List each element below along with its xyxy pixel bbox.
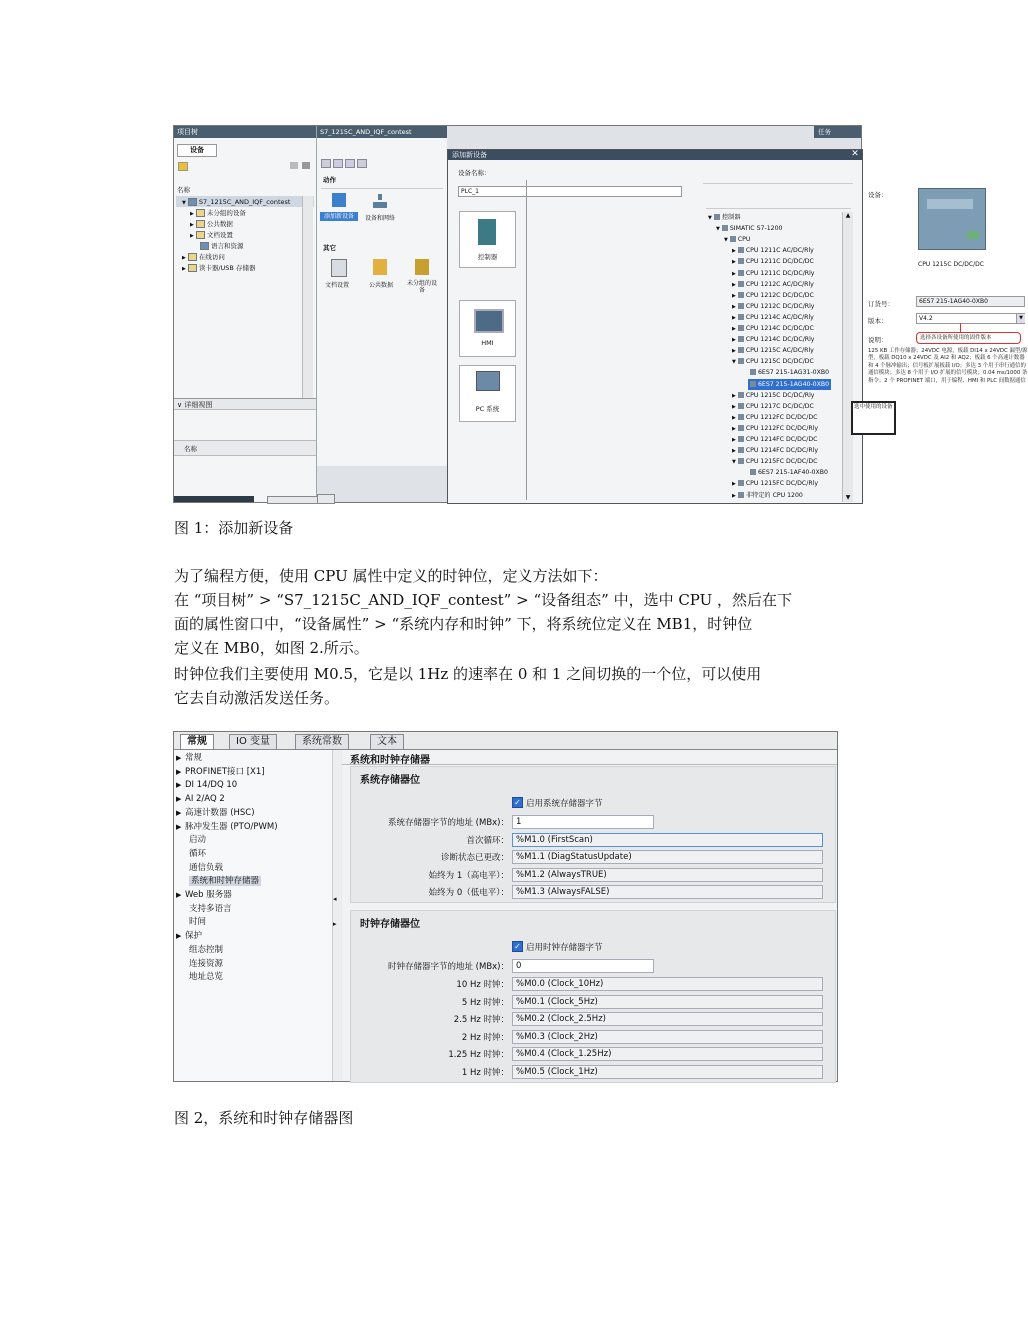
expand-arrow-icon[interactable]: ▶ (176, 795, 182, 804)
common-data-icon[interactable] (373, 259, 387, 275)
cpu-icon (738, 347, 744, 353)
nav-item[interactable] (176, 944, 223, 957)
catalog-item[interactable] (732, 478, 818, 489)
catalog-item[interactable] (732, 334, 814, 345)
catalog-item[interactable] (732, 412, 817, 423)
version-select[interactable]: V4.2 (916, 313, 1025, 324)
catalog-item[interactable] (732, 312, 814, 323)
field-label: 始终为 0（低电平）： (428, 887, 509, 898)
tree-item[interactable] (182, 263, 255, 273)
toolbar-icon[interactable] (345, 159, 355, 168)
field-value: %M1.0 (FirstScan) (512, 833, 823, 847)
catalog-item[interactable] (732, 268, 814, 279)
chevron-down-icon: ∨ (177, 401, 183, 409)
sort-icon[interactable] (302, 162, 310, 169)
add-device-dialog (447, 149, 1028, 504)
expand-arrow-icon[interactable]: ▶ (176, 781, 182, 790)
paragraph-1: 为了编程方便，使用 CPU 属性中定义的时钟位，定义方法如下： (174, 567, 608, 585)
catalog-item-label: CPU 1215C DC/DC/DC (745, 358, 814, 366)
project-view-center (317, 126, 447, 502)
expand-arrow-icon[interactable]: ▶ (732, 492, 736, 499)
catalog-item-label: CPU 1212FC DC/DC/DC (745, 413, 818, 421)
tree-item[interactable] (190, 230, 233, 240)
expand-arrow-icon[interactable]: ▶ (190, 233, 194, 239)
close-icon[interactable]: ✕ (851, 149, 859, 159)
field-label: 10 Hz 时钟： (456, 980, 509, 990)
figure2-caption: 图 2，系统和时钟存储器图 (174, 1109, 354, 1127)
cpu-icon (738, 392, 744, 398)
device-name-input[interactable]: PLC_1 (458, 186, 682, 197)
nav-item[interactable] (176, 971, 223, 984)
nav-item-label: 常规 (185, 753, 203, 763)
field-label: 始终为 1（高电平）： (428, 870, 509, 881)
expand-arrow-icon[interactable]: ▶ (732, 281, 736, 288)
nav-item-label: 地址总览 (189, 972, 224, 983)
field-value: %M0.0 (Clock_10Hz) (512, 977, 823, 991)
cpu-icon (750, 381, 756, 387)
field-label: 1.25 Hz 时钟： (448, 1050, 509, 1060)
nav-item-label: 系统和时钟存储器 (191, 876, 260, 887)
new-folder-icon[interactable] (178, 162, 188, 171)
catalog-item[interactable] (732, 390, 814, 401)
catalog-item-label: CPU 1212FC DC/DC/Rly (745, 424, 819, 432)
add-device-label[interactable]: 添加新设备 (320, 212, 358, 221)
expand-arrow-icon[interactable]: ▶ (732, 314, 736, 321)
field-value: %M1.3 (AlwaysFALSE) (512, 885, 823, 899)
add-device-screenshot (173, 125, 1028, 503)
cpu-icon (738, 247, 744, 253)
nav-scrollbar[interactable] (332, 750, 341, 1081)
expand-arrow-icon[interactable]: ▶ (176, 754, 182, 762)
expand-arrow-icon[interactable]: ▶ (732, 292, 736, 299)
project-tree-title: 项目树 (174, 126, 316, 138)
expand-arrow-icon[interactable]: ▶ (732, 326, 736, 332)
catalog-item-label: CPU 1214C DC/DC/Rly (745, 336, 815, 344)
field-label: 首次循环： (466, 836, 509, 846)
expand-arrow-icon[interactable]: ▶ (732, 414, 736, 421)
expand-arrow-icon[interactable]: ▶ (732, 259, 736, 266)
catalog-item[interactable] (732, 345, 814, 356)
catalog-item-label: CPU 1212C DC/DC/Rly (745, 302, 815, 310)
catalog-item[interactable] (732, 256, 814, 267)
nav-item-label: 启动 (189, 835, 207, 846)
expand-arrow-icon[interactable]: ▶ (732, 270, 736, 277)
nav-item-label: 支持多语言 (189, 903, 232, 914)
expand-arrow-icon[interactable]: ▼ (182, 200, 186, 206)
tree-item-label: 读卡器/USB 存储器 (198, 264, 256, 272)
tree-item[interactable] (198, 241, 244, 251)
nav-item[interactable] (176, 930, 202, 943)
nav-item-label: 通信负载 (189, 862, 224, 873)
network-icon[interactable] (373, 194, 387, 208)
tree-item-label: 文档设置 (206, 231, 233, 239)
catalog-item-label: CPU 1217C DC/DC/DC (745, 402, 814, 410)
catalog-item[interactable] (732, 434, 817, 445)
tree-item-label: S7_1215C_AND_IQF_contest (198, 198, 291, 206)
system-memory-enable-label: 启用系统存储器字节 (526, 799, 603, 809)
catalog-item-label: CPU 1215FC DC/DC/DC (745, 458, 818, 466)
expand-arrow-icon[interactable]: ▶ (190, 211, 194, 217)
folder-icon (714, 214, 720, 220)
field-value: %M0.1 (Clock_5Hz) (512, 995, 823, 1009)
nav-item[interactable] (176, 834, 206, 847)
nav-item-label: AI 2/AQ 2 (185, 794, 225, 805)
expand-arrow-icon[interactable]: ▶ (732, 248, 736, 255)
cpu-icon (738, 258, 744, 264)
system-memory-address-label: 系统存储器字节的地址 (MBx)： (387, 818, 509, 828)
tree-item[interactable] (182, 252, 225, 262)
catalog-item[interactable] (732, 356, 814, 367)
cpu-icon (738, 414, 744, 420)
ungrouped-label[interactable]: 未分组的设备 (407, 280, 438, 294)
details-view-title: 详细视图 (184, 401, 213, 409)
expand-arrow-icon[interactable]: ▶ (176, 891, 182, 899)
tasks-tab[interactable]: 任务 (814, 126, 861, 138)
nav-item[interactable] (176, 779, 237, 792)
field-label: 2.5 Hz 时钟： (453, 1015, 509, 1025)
folder-icon (196, 209, 205, 217)
tab-io-tags[interactable]: IO 变量 (229, 734, 277, 749)
folder-icon (196, 231, 205, 239)
tab-system-constants[interactable]: 系统常数 (295, 734, 349, 749)
catalog-item-label: CPU 1214FC DC/DC/DC (745, 436, 818, 443)
project-tree-panel (174, 126, 317, 502)
expand-arrow-icon[interactable]: ▶ (182, 266, 186, 272)
catalog-item[interactable] (732, 423, 818, 434)
cpu-icon (750, 369, 756, 375)
field-value: %M1.2 (AlwaysTRUE) (512, 868, 823, 882)
catalog-item[interactable] (732, 323, 814, 334)
nav-item[interactable] (176, 807, 255, 820)
cpu-icon (738, 281, 744, 287)
cpu-icon (738, 270, 744, 276)
toolbar-icon[interactable] (321, 159, 331, 168)
clock-memory-header: 时钟存储器位 (360, 919, 420, 930)
catalog-item-label: CPU 1212C DC/DC/DC (745, 291, 814, 299)
paragraph-3-line-2: 它去自动激活发送任务。 (174, 689, 340, 707)
paragraph-2-line-3: 定义在 MB0，如图 2.所示。 (174, 639, 369, 657)
expand-arrow-icon[interactable]: ▶ (732, 337, 736, 344)
expand-arrow-icon[interactable]: ▶ (182, 255, 186, 261)
catalog-item-label: CPU 1214FC DC/DC/Rly (745, 447, 819, 455)
catalog-item-label: CPU 1214C AC/DC/Rly (745, 313, 814, 321)
device-name-label: 设备名称： (458, 169, 491, 177)
catalog-scrollbar[interactable] (842, 212, 853, 502)
catalog-item[interactable] (732, 490, 803, 501)
collapse-arrow-icon[interactable]: ▼ (708, 215, 712, 221)
details-view-header[interactable] (174, 398, 316, 410)
catalog-item[interactable] (724, 234, 750, 245)
controller-button-label: 控制器 (477, 253, 498, 261)
nav-item-label: 循环 (189, 848, 207, 859)
tree-item-label: 在线访问 (198, 253, 225, 261)
nav-item[interactable] (176, 752, 202, 765)
nav-item-label: 组态控制 (189, 944, 224, 955)
page-title: 系统和时钟存储器 (350, 755, 430, 766)
folder-icon (722, 225, 728, 231)
collapse-arrow-icon[interactable]: ▼ (724, 237, 728, 244)
expand-arrow-icon[interactable]: ▶ (176, 932, 182, 941)
expand-arrow-icon[interactable]: ▶ (732, 425, 736, 432)
pc-system-button[interactable] (459, 365, 516, 422)
tab-general[interactable]: 常规 (180, 734, 214, 749)
grid-view-icon[interactable] (290, 162, 298, 169)
expand-arrow-icon[interactable]: ▶ (732, 448, 736, 455)
paragraph-2-line-2: 面的属性窗口中，“设备属性” > “系统内存和时钟” 下，将系统位定义在 MB1，时钟位 (174, 615, 753, 633)
nav-item[interactable] (176, 766, 265, 779)
doc-settings-label[interactable]: 文档设置 (325, 282, 350, 289)
nav-item-label: Web 服务器 (185, 890, 232, 900)
cpu-icon (738, 336, 744, 342)
tree-scrollbar[interactable] (302, 196, 313, 398)
catalog-item[interactable] (732, 401, 814, 412)
system-clock-memory-screenshot (173, 731, 838, 1082)
field-label: 2 Hz 时钟： (461, 1032, 509, 1043)
catalog-item-label: CPU 1214C DC/DC/DC (745, 325, 814, 332)
add-device-action[interactable] (326, 191, 352, 213)
tab-devices[interactable]: 设备 (177, 144, 217, 157)
cpu-icon (738, 436, 744, 442)
nav-item-label: 时间 (189, 917, 207, 928)
catalog-item[interactable] (732, 456, 817, 467)
pc-icon (476, 371, 500, 391)
property-nav (174, 750, 341, 1081)
cpu-icon (738, 458, 744, 464)
cpu-icon (738, 325, 744, 331)
catalog-item-label: CPU (737, 236, 751, 244)
clock-memory-enable-label: 启用时钟存储器字节 (526, 943, 603, 953)
catalog-item-label: CPU 1215C DC/DC/Rly (745, 391, 815, 399)
collapse-arrow-icon[interactable]: ▼ (716, 226, 720, 233)
scroll-up-icon[interactable]: ▲ (845, 212, 851, 219)
tree-item-label: 语言和资源 (211, 242, 244, 250)
field-label: 1 Hz 时钟： (461, 1067, 509, 1078)
dialog-title: 添加新设备 (448, 150, 862, 160)
system-memory-address-input[interactable]: 1 (512, 815, 654, 829)
scroll-handle-icon[interactable]: ◂ (333, 895, 337, 903)
toolbar-icon[interactable] (333, 159, 343, 168)
nav-item[interactable] (176, 889, 232, 902)
field-label: 5 Hz 时钟： (461, 997, 509, 1008)
nav-item[interactable] (176, 875, 261, 888)
collapse-arrow-icon[interactable]: ▼ (732, 359, 736, 366)
ungrouped-devices-icon[interactable] (415, 259, 429, 275)
catalog-item-label: 6ES7 215-1AG40-0XB0 (758, 380, 830, 388)
catalog-item-label: CPU 1215C AC/DC/Rly (745, 347, 814, 355)
cpu-icon (738, 480, 744, 486)
catalog-item-label: CPU 1211C AC/DC/Rly (745, 247, 814, 255)
nav-item[interactable] (176, 958, 223, 971)
nav-item-label: 高速计数器 (HSC) (185, 807, 255, 818)
field-value: %M1.1 (DiagStatusUpdate) (512, 850, 823, 864)
device-description: 125 KB 工作存储器；24VDC 电源，板载 DI14 x 24VDC 漏型/源型，板载 DQ10 x 24VDC 及 AI2 和 AQ2；板载 6 个高速计数器和 4 个脉冲输出；信号板扩展板载 I/O；多达 3 个用于串行通信的通信模块；多达 8 个用于 I/O 扩展的信号模块；0.04 ms/1000 条指令；2 个 PROFINET 端口，用于编程、HMI 和 PLC 间数据通信 (868, 348, 1028, 384)
project-icon (188, 198, 197, 206)
expand-arrow-icon[interactable]: ▶ (732, 481, 736, 488)
cpu-icon (738, 403, 744, 409)
language-icon (200, 242, 209, 250)
tree-item[interactable] (190, 208, 246, 218)
nav-item[interactable] (176, 848, 206, 861)
nav-item-label: DI 14/DQ 10 (185, 780, 238, 791)
device-model: CPU 1215C DC/DC/DC (918, 261, 984, 268)
hmi-button[interactable] (459, 300, 516, 357)
tree-item[interactable] (190, 219, 233, 229)
clock-memory-address-input[interactable]: 0 (512, 959, 654, 973)
nav-item-label: 连接资源 (189, 958, 224, 969)
description-label: 说明： (868, 336, 888, 344)
devices-networks-label[interactable]: 设备和网络 (365, 215, 396, 222)
field-value: %M0.2 (Clock_2.5Hz) (512, 1012, 823, 1026)
common-data-label[interactable]: 公共数据 (369, 282, 394, 289)
catalog-item-label: CPU 1212C AC/DC/Rly (745, 280, 814, 288)
cpu-icon (738, 292, 744, 298)
cpu-icon (738, 447, 744, 453)
nav-item[interactable] (176, 916, 206, 929)
clock-memory-address-label: 时钟存储器字节的地址 (MBx)： (387, 962, 509, 972)
expand-arrow-icon[interactable]: ▶ (176, 767, 182, 776)
card-reader-icon (188, 264, 197, 272)
cpu-icon (738, 492, 744, 498)
center-header: S7_1215C_AND_IQF_contest (317, 126, 447, 138)
order-number: 6ES7 215-1AG40-0XB0 (916, 296, 1025, 307)
catalog-item[interactable] (748, 367, 829, 378)
column-name: 名称 (177, 186, 190, 194)
expand-arrow-icon[interactable]: ▶ (732, 437, 736, 443)
expand-arrow-icon[interactable]: ▶ (176, 822, 182, 831)
version-label: 版本： (868, 317, 888, 325)
catalog-item-label: CPU 1211C DC/DC/DC (745, 258, 814, 266)
field-value: %M0.5 (Clock_1Hz) (512, 1065, 823, 1079)
catalog-item[interactable] (732, 301, 814, 312)
bottom-portal-bar[interactable] (174, 496, 254, 502)
catalog-item-label: CPU 1211C DC/DC/Rly (745, 269, 815, 277)
cpu-icon (738, 358, 744, 364)
details-column-name: 名称 (184, 445, 197, 453)
catalog-item[interactable] (732, 245, 814, 256)
catalog-item[interactable] (708, 212, 740, 223)
nav-item[interactable] (176, 903, 232, 916)
catalog-item[interactable] (716, 223, 782, 234)
tab-texts[interactable]: 文本 (370, 734, 404, 749)
expand-arrow-icon[interactable]: ▶ (732, 303, 736, 310)
catalog-item-label: 控制器 (721, 214, 741, 221)
catalog-item[interactable] (732, 445, 818, 456)
hmi-icon (474, 309, 504, 333)
toolbar-icon[interactable] (357, 159, 367, 168)
cpu-icon (738, 425, 744, 431)
controller-button[interactable] (459, 211, 516, 268)
nav-item-label: 保护 (185, 931, 203, 942)
clock-memory-checkbox[interactable]: ✓ (512, 941, 523, 952)
system-memory-header: 系统存储器位 (360, 775, 420, 786)
paragraph-2-line-1: 在 “项目树” > “S7_1215C_AND_IQF_contest” > “设备组态” 中，选中 CPU ，然后在下 (174, 591, 793, 609)
catalog-item-label: 非特定的 CPU 1200 (745, 491, 803, 499)
figure1-caption: 图 1：添加新设备 (174, 519, 294, 537)
nav-item-label: PROFINET接口 [X1] (185, 766, 265, 777)
cpu-image (918, 188, 986, 250)
folder-icon (196, 220, 205, 228)
catalog-item-label: SIMATIC S7-1200 (729, 225, 783, 233)
expand-arrow-icon[interactable]: ▶ (732, 403, 736, 410)
order-label: 订货号： (868, 300, 894, 308)
online-access-icon (188, 253, 197, 261)
scroll-handle-icon[interactable]: ▸ (333, 920, 337, 928)
scroll-down-icon[interactable]: ▼ (845, 494, 851, 501)
expand-arrow-icon[interactable]: ▶ (732, 348, 736, 355)
selection-callout: 选中使用的设备 (851, 401, 896, 435)
catalog-item[interactable] (748, 467, 828, 478)
catalog-item-label: 6ES7 215-1AF40-0XB0 (758, 469, 828, 477)
nav-item[interactable] (176, 862, 223, 875)
version-hint: 选择各设备所使用的固件版本 (916, 332, 1021, 344)
cpu-icon (738, 314, 744, 320)
add-device-icon (332, 193, 346, 207)
nav-item[interactable] (176, 793, 225, 806)
chevron-down-icon[interactable]: ▼ (1016, 314, 1025, 323)
paragraph-3-line-1: 时钟位我们主要使用 M0.5，它是以 1Hz 的速率在 0 和 1 之间切换的一个位，可以使用 (174, 665, 762, 683)
other-label: 其它 (323, 244, 336, 252)
pc-button-label: PC 系统 (475, 405, 500, 413)
system-memory-checkbox[interactable]: ✓ (512, 797, 523, 808)
collapse-arrow-icon[interactable]: ▼ (732, 459, 736, 466)
field-label: 诊断状态已更改： (440, 853, 509, 864)
hmi-button-label: HMI (481, 339, 494, 347)
catalog-item-label: 6ES7 215-1AG31-0XB0 (758, 369, 830, 377)
field-value: %M0.4 (Clock_1.25Hz) (512, 1047, 823, 1061)
cpu-icon (750, 469, 756, 475)
catalog-item-label: CPU 1215FC DC/DC/Rly (745, 480, 819, 488)
catalog-item[interactable] (732, 279, 814, 290)
nav-item-label: 脉冲发生器 (PTO/PWM) (185, 821, 278, 832)
catalog-item[interactable] (748, 379, 831, 390)
catalog-item[interactable] (732, 290, 814, 301)
tree-item-label: 未分组的设备 (206, 209, 246, 217)
field-value: %M0.3 (Clock_2Hz) (512, 1030, 823, 1044)
document-icon[interactable] (331, 259, 347, 277)
cpu-icon (738, 303, 744, 309)
expand-arrow-icon[interactable]: ▶ (176, 808, 182, 817)
actions-label: 动作 (323, 176, 336, 184)
controller-icon (478, 219, 496, 245)
folder-icon (730, 236, 736, 242)
expand-arrow-icon[interactable]: ▶ (190, 222, 194, 228)
nav-item[interactable] (176, 821, 278, 834)
tree-item-label: 公共数据 (206, 220, 233, 228)
tree-item[interactable] (182, 197, 290, 207)
device-label: 设备： (868, 191, 888, 199)
expand-arrow-icon[interactable]: ▶ (732, 392, 736, 399)
